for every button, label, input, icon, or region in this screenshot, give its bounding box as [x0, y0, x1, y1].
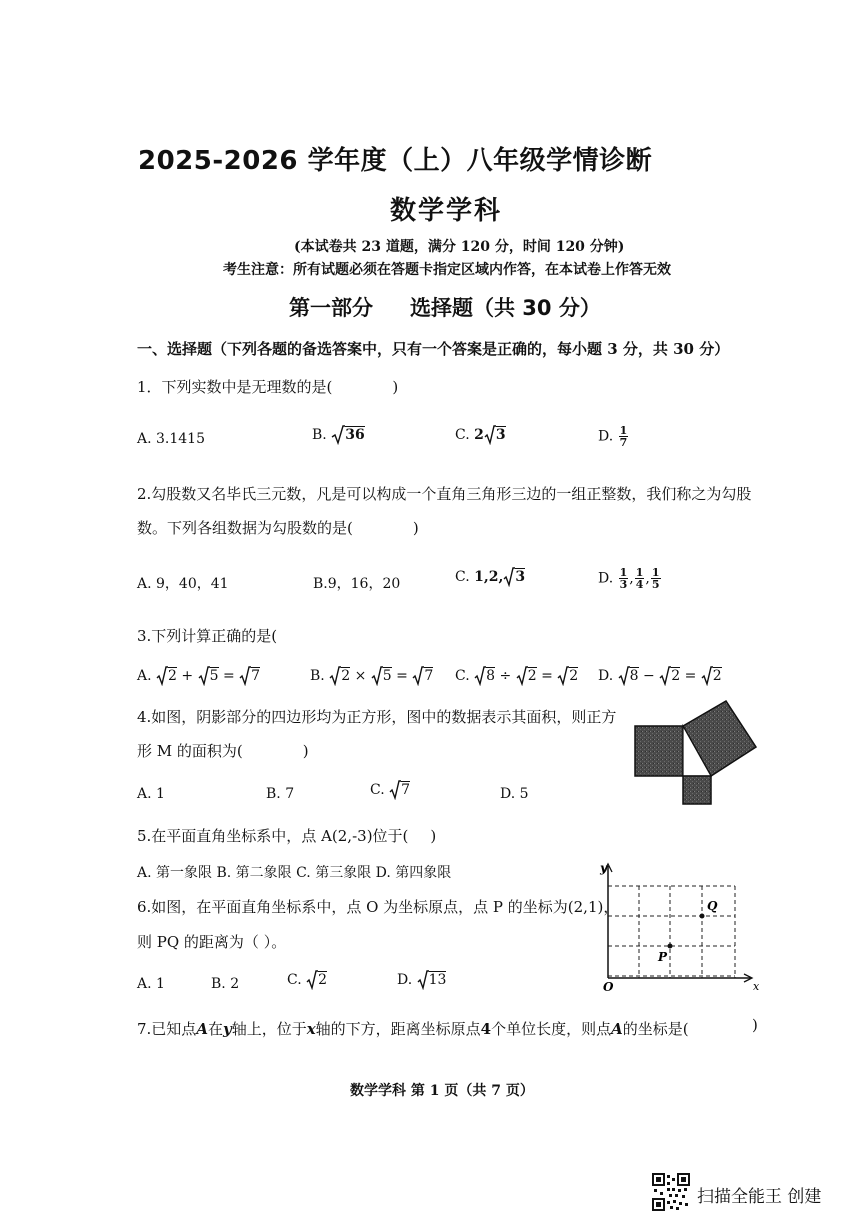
q4-option-d: D. 5: [500, 786, 529, 802]
q4-option-b: B. 7: [266, 786, 295, 802]
sqrt-icon: [474, 666, 486, 686]
sqrt-icon: [516, 666, 528, 686]
point-q: [700, 914, 705, 919]
q6-option-c: C. 2: [287, 972, 328, 988]
section-title: 一、选择题（下列各题的备选答案中，只有一个答案是正确的，每小题 3 分，共 30 分）: [137, 340, 730, 358]
page-footer: 数学学科 第 1 页（共 7 页）: [350, 1083, 534, 1099]
q1-option-d: D. $\frac{1}{7}$: [598, 424, 628, 449]
q2-stem-line2: 数。下列各组数据为勾股数的是( ): [137, 519, 419, 537]
sqrt-icon: [389, 780, 401, 800]
square-left: [635, 726, 683, 776]
q4-option-c: C. 7: [370, 782, 411, 798]
q2-option-b: B.9，16，20: [313, 576, 401, 592]
sqrt-icon: [239, 666, 251, 686]
q-label: Q: [707, 899, 718, 913]
watermark-text: 扫描全能王 创建: [697, 1187, 822, 1207]
p-label: P: [658, 950, 668, 964]
sqrt-icon: [484, 425, 496, 445]
q7-close: ): [752, 1016, 758, 1034]
q6-stem-line2: 则 PQ 的距离为（ ）。: [137, 933, 287, 951]
sqrt-icon: [412, 666, 424, 686]
q3-stem: 3.下列计算正确的是(: [137, 627, 278, 645]
exam-notice: 考生注意：所有试题必须在答题卡指定区域内作答，在本试卷上作答无效: [223, 262, 671, 278]
sqrt-icon: [331, 425, 345, 445]
origin-label: O: [603, 980, 614, 994]
q6-option-a: A. 1: [137, 976, 165, 992]
q1-stem: 1．下列实数中是无理数的是( ): [137, 378, 399, 396]
q6-option-d: D. 13: [397, 972, 447, 988]
sqrt-icon: [701, 666, 713, 686]
coordinate-figure: [595, 858, 765, 998]
q3-option-d: D. 8 − 2 = 2: [598, 668, 722, 684]
q2-stem-line1: 2.勾股数又名毕氏三元数，凡是可以构成一个直角三角形三边的一组正整数，我们称之为勾股: [137, 485, 752, 503]
q4-stem-line2: 形 M 的面积为( ): [137, 742, 309, 760]
q4-option-a: A. 1: [137, 786, 165, 802]
exam-subject: 数学学科: [390, 196, 503, 226]
qr-code-icon: [652, 1173, 690, 1211]
sqrt-icon: [417, 970, 429, 990]
part-subtitle: 选择题（共 30 分）: [410, 296, 601, 320]
y-axis-label: y: [600, 861, 607, 875]
exam-info: (本试卷共 23 道题，满分 120 分，时间 120 分钟): [294, 239, 625, 255]
q3-option-a: A. 2 + 5 = 7: [137, 668, 261, 684]
q1-option-c: C. 2 3: [455, 427, 506, 443]
exam-title: 2025-2026 学年度（上）八年级学情诊断: [138, 146, 653, 176]
q5-stem: 5.在平面直角坐标系中，点 A(2,-3)位于( ): [137, 827, 437, 845]
q1-option-b: B. 36: [312, 427, 365, 443]
part-title: 第一部分: [289, 296, 373, 320]
q6-option-b: B. 2: [211, 976, 240, 992]
sqrt-icon: [371, 666, 383, 686]
sqrt-icon: [198, 666, 210, 686]
q2-option-c: C. 1,2, 3: [455, 569, 526, 585]
sqrt-icon: [618, 666, 630, 686]
q4-stem-line1: 4.如图，阴影部分的四边形均为正方形，图中的数据表示其面积，则正方: [137, 708, 617, 726]
square-bottom: [683, 776, 711, 804]
q3-option-b: B. 2 × 5 = 7: [310, 668, 434, 684]
sqrt-icon: [156, 666, 168, 686]
q6-stem-line1: 6.如图，在平面直角坐标系中，点 O 为坐标原点，点 P 的坐标为(2,1)，: [137, 898, 619, 916]
sqrt-icon: [503, 567, 515, 587]
sqrt-icon: [329, 666, 341, 686]
x-axis-label: x: [753, 980, 760, 993]
sqrt-icon: [659, 666, 671, 686]
q2-option-d: D. $\frac{1}{3}$ , $\frac{1}{4}$ , $\frac{1}{5}$: [598, 566, 660, 591]
q1-option-a: A. 3.1415: [137, 431, 205, 447]
q3-option-c: C. 8 ÷ 2 = 2: [455, 668, 579, 684]
q2-option-a: A. 9，40，41: [137, 576, 229, 592]
q5-options: A. 第一象限 B. 第二象限 C. 第三象限 D. 第四象限: [137, 865, 452, 881]
sqrt-icon: [557, 666, 569, 686]
sqrt-icon: [306, 970, 318, 990]
squares-figure: [630, 695, 760, 807]
q7-stem: 7.已知点A在y轴上，位于x轴的下方，距离坐标原点4个单位长度，则点A的坐标是(: [137, 1020, 689, 1038]
point-p: [668, 944, 673, 949]
